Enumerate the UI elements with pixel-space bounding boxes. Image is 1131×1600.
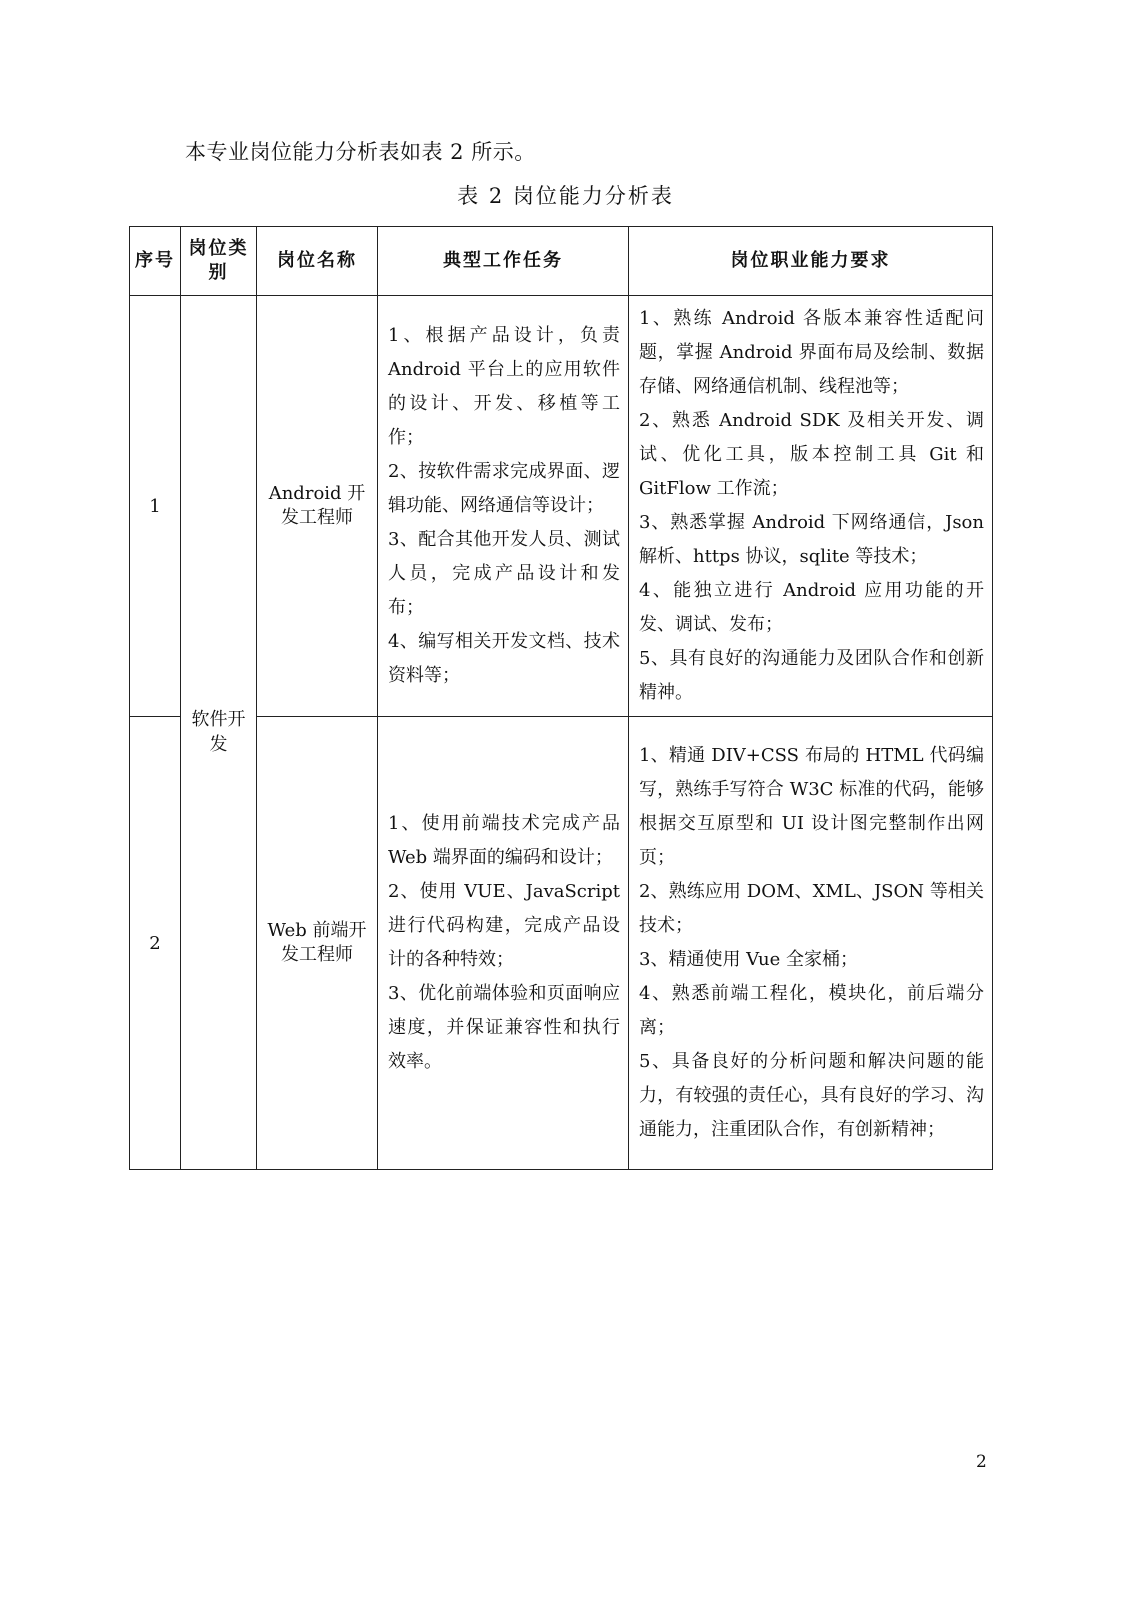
header-requirements: 岗位职业能力要求 — [629, 227, 993, 296]
tasks-cell — [378, 296, 629, 717]
tasks-cell — [378, 717, 629, 1170]
requirement-item: 4、能独立进行 Android 应用功能的开发、调试、发布； — [639, 580, 984, 635]
header-no: 序号 — [130, 227, 181, 296]
requirements-cell — [629, 296, 993, 717]
task-item: 3、配合其他开发人员、测试人员，完成产品设计和发布； — [388, 529, 620, 618]
intro-paragraph: 本专业岗位能力分析表如表 2 所示。 — [185, 140, 536, 164]
requirement-item: 2、熟练应用 DOM、XML、JSON 等相关技术； — [639, 881, 984, 936]
task-item: 2、使用 VUE、JavaScript 进行代码构建，完成产品设计的各种特效； — [388, 881, 620, 970]
table-row — [130, 296, 993, 717]
requirement-item: 3、熟悉掌握 Android 下网络通信，Json 解析、https 协议，sqlite 等技术； — [639, 512, 984, 567]
header-category: 岗位类别 — [181, 227, 257, 296]
requirement-item: 5、具备良好的分析问题和解决问题的能力，有较强的责任心，具有良好的学习、沟通能力，注重团队合作，有创新精神； — [639, 1051, 984, 1140]
requirement-item: 3、精通使用 Vue 全家桶； — [639, 949, 858, 970]
table-row — [130, 717, 993, 1170]
row-no: 2 — [130, 717, 181, 1170]
position-name: Android 开发工程师 — [257, 296, 378, 717]
task-item: 1、使用前端技术完成产品 Web 端界面的编码和设计； — [388, 813, 620, 868]
requirement-item: 1、精通 DIV+CSS 布局的 HTML 代码编写，熟练手写符合 W3C 标准的代码，能够根据交互原型和 UI 设计图完整制作出网页； — [639, 745, 984, 868]
task-item: 2、按软件需求完成界面、逻辑功能、网络通信等设计； — [388, 461, 620, 516]
table-header-row — [130, 227, 993, 296]
header-position: 岗位名称 — [257, 227, 378, 296]
requirement-item: 2、熟悉 Android SDK 及相关开发、调试、优化工具，版本控制工具 Git 和 GitFlow 工作流； — [639, 410, 984, 499]
requirement-item: 5、具有良好的沟通能力及团队合作和创新精神。 — [639, 648, 984, 703]
table-caption: 表 2 岗位能力分析表 — [457, 184, 674, 208]
position-name: Web 前端开发工程师 — [257, 717, 378, 1170]
header-tasks: 典型工作任务 — [378, 227, 629, 296]
page-number: 2 — [976, 1452, 987, 1472]
row-no: 1 — [130, 296, 181, 717]
requirements-cell — [629, 717, 993, 1170]
category-cell: 软件开发 — [181, 296, 257, 1170]
requirement-item: 4、熟悉前端工程化，模块化，前后端分离； — [639, 983, 984, 1038]
task-item: 1、根据产品设计，负责 Android 平台上的应用软件的设计、开发、移植等工作； — [388, 325, 620, 448]
task-item: 3、优化前端体验和页面响应速度，并保证兼容性和执行效率。 — [388, 983, 620, 1072]
requirement-item: 1、熟练 Android 各版本兼容性适配问题，掌握 Android 界面布局及绘制、数据存储、网络通信机制、线程池等； — [639, 308, 984, 397]
ability-table — [129, 226, 993, 1170]
task-item: 4、编写相关开发文档、技术资料等； — [388, 631, 620, 686]
